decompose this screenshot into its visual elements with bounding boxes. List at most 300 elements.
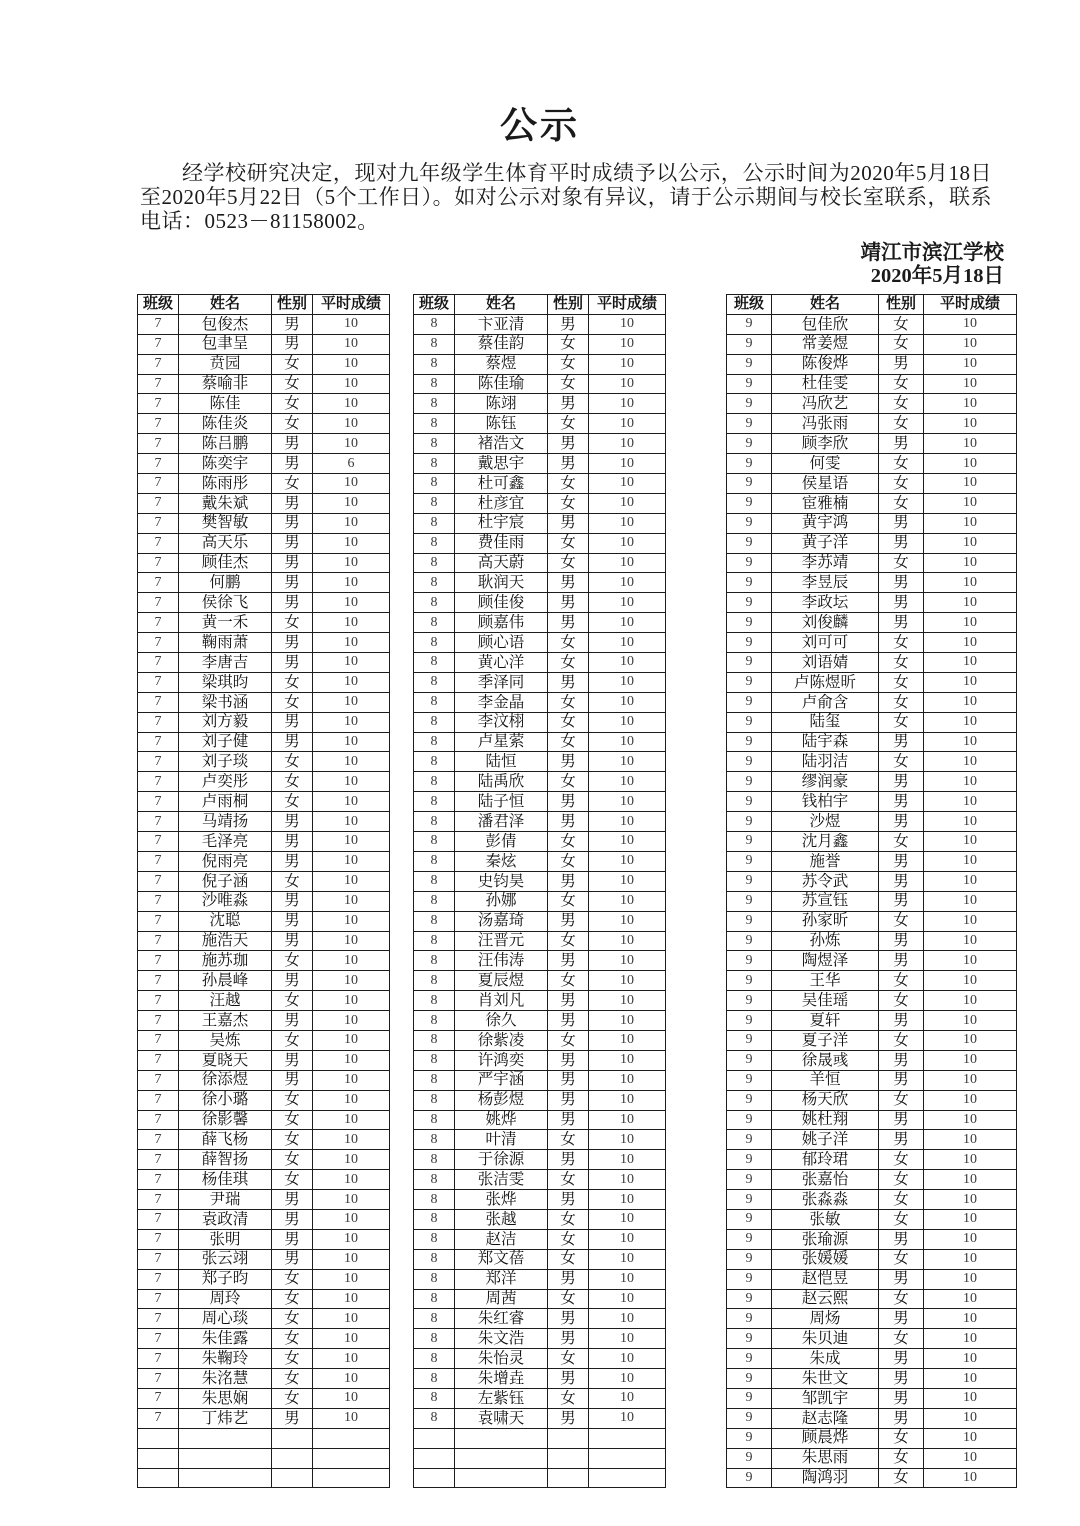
table-row — [138, 653, 390, 673]
table-row — [414, 593, 666, 613]
gender-cell: 女 — [272, 752, 313, 772]
gender-cell: 女 — [272, 1309, 313, 1329]
name-cell: 陈翊 — [455, 394, 548, 414]
name-cell: 张烨 — [455, 1190, 548, 1210]
table-row — [727, 374, 1017, 394]
class-cell: 9 — [727, 493, 772, 513]
class-cell: 7 — [138, 1050, 179, 1070]
gender-cell: 男 — [272, 891, 313, 911]
table-row — [138, 474, 390, 494]
gender-cell: 女 — [548, 732, 589, 752]
score-cell: 10 — [313, 533, 390, 553]
name-cell: 蔡喻非 — [179, 374, 272, 394]
class-cell: 8 — [414, 1388, 455, 1408]
name-cell: 钱柏宇 — [772, 792, 879, 812]
name-cell: 于徐源 — [455, 1150, 548, 1170]
table-row — [727, 1030, 1017, 1050]
score-cell: 10 — [313, 1369, 390, 1389]
score-cell: 10 — [924, 712, 1017, 732]
name-cell — [455, 1428, 548, 1448]
name-cell: 陈奕宇 — [179, 454, 272, 474]
score-cell: 10 — [924, 971, 1017, 991]
score-cell: 10 — [313, 1349, 390, 1369]
table-row — [414, 891, 666, 911]
class-cell: 8 — [414, 653, 455, 673]
class-cell: 7 — [138, 1249, 179, 1269]
class-cell: 9 — [727, 911, 772, 931]
class-cell: 8 — [414, 1329, 455, 1349]
class-cell: 9 — [727, 752, 772, 772]
class-cell: 9 — [727, 891, 772, 911]
score-tables-container — [137, 294, 1080, 1488]
score-cell: 10 — [924, 533, 1017, 553]
score-cell: 10 — [924, 354, 1017, 374]
class-cell: 8 — [414, 732, 455, 752]
class-cell: 9 — [727, 792, 772, 812]
score-cell: 10 — [924, 1249, 1017, 1269]
table-row — [138, 1130, 390, 1150]
table-row — [138, 1209, 390, 1229]
gender-cell: 男 — [548, 1070, 589, 1090]
class-cell: 7 — [138, 553, 179, 573]
table-row — [414, 1070, 666, 1090]
name-cell: 顾心语 — [455, 633, 548, 653]
score-cell: 10 — [924, 1309, 1017, 1329]
gender-cell: 男 — [548, 613, 589, 633]
table-row — [138, 891, 390, 911]
name-cell: 蔡佳韵 — [455, 334, 548, 354]
class-cell: 8 — [414, 334, 455, 354]
score-cell: 10 — [924, 414, 1017, 434]
score-cell: 10 — [589, 1070, 666, 1090]
table-row — [414, 1110, 666, 1130]
score-cell: 10 — [589, 1150, 666, 1170]
name-cell: 施浩天 — [179, 931, 272, 951]
gender-cell: 女 — [548, 553, 589, 573]
name-cell: 袁政清 — [179, 1209, 272, 1229]
table-row — [414, 772, 666, 792]
notice-date: 2020年5月18日 — [870, 264, 1004, 287]
table-row — [138, 692, 390, 712]
page-title: 公示 — [500, 106, 580, 147]
class-cell: 7 — [138, 1011, 179, 1031]
class-cell: 7 — [138, 931, 179, 951]
table-row — [414, 553, 666, 573]
gender-cell — [548, 1468, 589, 1488]
table-row — [138, 752, 390, 772]
table-row — [138, 1468, 390, 1488]
gender-cell: 女 — [272, 772, 313, 792]
class-cell: 7 — [138, 314, 179, 334]
table-header-row — [138, 295, 390, 315]
gender-cell: 男 — [272, 493, 313, 513]
score-cell: 10 — [924, 334, 1017, 354]
class-cell: 7 — [138, 633, 179, 653]
table-row — [727, 1428, 1017, 1448]
score-cell: 10 — [924, 1190, 1017, 1210]
gender-cell: 女 — [272, 1170, 313, 1190]
table-row — [138, 354, 390, 374]
gender-cell — [272, 1468, 313, 1488]
gender-cell: 男 — [548, 513, 589, 533]
gender-cell: 男 — [879, 891, 924, 911]
table-row — [138, 573, 390, 593]
table-row — [727, 454, 1017, 474]
gender-cell: 女 — [548, 1289, 589, 1309]
gender-cell: 男 — [272, 434, 313, 454]
score-cell: 10 — [313, 1130, 390, 1150]
table-row — [727, 1209, 1017, 1229]
gender-cell: 女 — [879, 414, 924, 434]
gender-cell: 女 — [272, 1388, 313, 1408]
gender-cell: 男 — [548, 573, 589, 593]
score-cell: 10 — [313, 752, 390, 772]
name-cell: 朱佳露 — [179, 1329, 272, 1349]
score-cell: 10 — [589, 832, 666, 852]
name-cell: 朱洺慧 — [179, 1369, 272, 1389]
name-cell: 朱世文 — [772, 1369, 879, 1389]
gender-cell — [548, 1448, 589, 1468]
class-cell: 9 — [727, 732, 772, 752]
name-cell: 陈雨彤 — [179, 474, 272, 494]
class-cell: 7 — [138, 971, 179, 991]
name-cell: 季泽同 — [455, 672, 548, 692]
class-cell: 7 — [138, 1110, 179, 1130]
class-cell: 9 — [727, 633, 772, 653]
name-cell: 顾晨烨 — [772, 1428, 879, 1448]
name-cell: 戴思宇 — [455, 454, 548, 474]
table-row — [414, 1229, 666, 1249]
name-cell: 李昱辰 — [772, 573, 879, 593]
table-row — [138, 334, 390, 354]
table-row — [414, 653, 666, 673]
table-row — [727, 792, 1017, 812]
name-cell: 刘可可 — [772, 633, 879, 653]
score-cell: 10 — [313, 1209, 390, 1229]
score-cell: 10 — [589, 1408, 666, 1428]
name-cell: 毛泽亮 — [179, 832, 272, 852]
name-cell: 赵恺昱 — [772, 1269, 879, 1289]
score-cell: 10 — [589, 692, 666, 712]
score-cell: 10 — [924, 1209, 1017, 1229]
class-cell: 9 — [727, 334, 772, 354]
table-row — [138, 1309, 390, 1329]
class-cell: 8 — [414, 314, 455, 334]
class-cell: 8 — [414, 712, 455, 732]
score-cell: 10 — [313, 891, 390, 911]
class-cell: 8 — [414, 871, 455, 891]
class-cell: 8 — [414, 1229, 455, 1249]
gender-cell: 男 — [879, 951, 924, 971]
gender-cell: 女 — [879, 1170, 924, 1190]
class-cell: 9 — [727, 1070, 772, 1090]
name-cell: 羊恒 — [772, 1070, 879, 1090]
score-cell: 10 — [924, 1289, 1017, 1309]
table-row — [138, 1170, 390, 1190]
name-cell: 朱思娴 — [179, 1388, 272, 1408]
gender-cell: 女 — [879, 1090, 924, 1110]
class-cell: 7 — [138, 613, 179, 633]
table-row — [414, 613, 666, 633]
table-row — [414, 832, 666, 852]
gender-cell: 男 — [879, 772, 924, 792]
score-cell: 10 — [589, 1090, 666, 1110]
score-cell: 10 — [313, 573, 390, 593]
table-row — [727, 1110, 1017, 1130]
gender-cell: 女 — [548, 1388, 589, 1408]
gender-cell: 男 — [548, 812, 589, 832]
score-cell: 10 — [313, 1110, 390, 1130]
class-cell: 7 — [138, 911, 179, 931]
score-cell: 10 — [924, 454, 1017, 474]
score-cell: 10 — [589, 1249, 666, 1269]
gender-cell: 女 — [879, 971, 924, 991]
table-row — [138, 1110, 390, 1130]
name-cell: 杜可鑫 — [455, 474, 548, 494]
class-cell: 8 — [414, 931, 455, 951]
name-cell: 孙家昕 — [772, 911, 879, 931]
class-cell: 9 — [727, 1388, 772, 1408]
name-cell: 蔡煜 — [455, 354, 548, 374]
name-cell: 鞠雨萧 — [179, 633, 272, 653]
class-cell: 7 — [138, 951, 179, 971]
class-cell: 9 — [727, 474, 772, 494]
table-row — [414, 434, 666, 454]
score-cell: 10 — [313, 1269, 390, 1289]
score-cell: 10 — [313, 1011, 390, 1031]
score-cell: 10 — [313, 911, 390, 931]
class-cell: 7 — [138, 434, 179, 454]
gender-cell: 女 — [879, 672, 924, 692]
class-cell: 7 — [138, 772, 179, 792]
header-cell: 姓名 — [455, 295, 548, 315]
class-cell: 7 — [138, 354, 179, 374]
gender-cell: 男 — [879, 354, 924, 374]
class-cell: 7 — [138, 871, 179, 891]
class-cell: 8 — [414, 1090, 455, 1110]
score-cell: 10 — [924, 1130, 1017, 1150]
name-cell: 宦雅楠 — [772, 493, 879, 513]
gender-cell: 男 — [272, 334, 313, 354]
class-cell: 7 — [138, 1388, 179, 1408]
gender-cell: 女 — [272, 414, 313, 434]
table-row — [138, 1011, 390, 1031]
table-row — [414, 474, 666, 494]
class-cell: 9 — [727, 871, 772, 891]
name-cell: 卢俞含 — [772, 692, 879, 712]
table-row — [414, 314, 666, 334]
class-cell: 8 — [414, 434, 455, 454]
table-row — [727, 772, 1017, 792]
table-row — [138, 792, 390, 812]
gender-cell: 女 — [879, 1030, 924, 1050]
name-cell: 徐晟彧 — [772, 1050, 879, 1070]
header-cell: 平时成绩 — [313, 295, 390, 315]
gender-cell: 男 — [879, 1050, 924, 1070]
score-cell: 10 — [589, 792, 666, 812]
gender-cell: 男 — [272, 653, 313, 673]
name-cell: 高天蔚 — [455, 553, 548, 573]
gender-cell: 女 — [879, 1448, 924, 1468]
class-cell: 8 — [414, 911, 455, 931]
gender-cell: 女 — [548, 1349, 589, 1369]
score-cell: 10 — [924, 1388, 1017, 1408]
gender-cell: 男 — [272, 593, 313, 613]
name-cell: 侯星语 — [772, 474, 879, 494]
name-cell: 赵云熙 — [772, 1289, 879, 1309]
name-cell: 陶煜泽 — [772, 951, 879, 971]
name-cell: 顾佳俊 — [455, 593, 548, 613]
score-cell: 10 — [313, 1408, 390, 1428]
table-row — [727, 633, 1017, 653]
name-cell: 刘俊麟 — [772, 613, 879, 633]
score-cell: 10 — [313, 931, 390, 951]
gender-cell: 男 — [548, 991, 589, 1011]
class-cell: 8 — [414, 1030, 455, 1050]
name-cell: 倪子涵 — [179, 871, 272, 891]
score-cell: 10 — [589, 553, 666, 573]
score-cell: 10 — [924, 991, 1017, 1011]
table-row — [138, 1428, 390, 1448]
name-cell: 顾佳杰 — [179, 553, 272, 573]
gender-cell: 男 — [879, 1349, 924, 1369]
name-cell: 朱思雨 — [772, 1448, 879, 1468]
score-cell: 10 — [313, 374, 390, 394]
name-cell: 孙晨峰 — [179, 971, 272, 991]
table-row — [414, 454, 666, 474]
table-row — [138, 1289, 390, 1309]
table-row — [138, 493, 390, 513]
class-cell: 9 — [727, 1090, 772, 1110]
table-row — [414, 334, 666, 354]
name-cell — [179, 1468, 272, 1488]
class-cell: 9 — [727, 533, 772, 553]
gender-cell: 女 — [548, 1170, 589, 1190]
name-cell: 张越 — [455, 1209, 548, 1229]
score-cell: 10 — [313, 653, 390, 673]
name-cell: 徐添煜 — [179, 1070, 272, 1090]
table-row — [414, 1249, 666, 1269]
gender-cell: 女 — [879, 752, 924, 772]
table-row — [138, 1150, 390, 1170]
gender-cell: 女 — [879, 493, 924, 513]
class-cell: 8 — [414, 553, 455, 573]
name-cell: 沈月鑫 — [772, 832, 879, 852]
score-cell: 10 — [589, 613, 666, 633]
score-cell: 10 — [589, 991, 666, 1011]
score-cell: 10 — [924, 513, 1017, 533]
name-cell: 丁炜艺 — [179, 1408, 272, 1428]
score-cell: 10 — [313, 832, 390, 852]
table-row — [414, 1369, 666, 1389]
score-cell: 10 — [313, 1050, 390, 1070]
name-cell: 陈佳炎 — [179, 414, 272, 434]
score-cell: 6 — [313, 454, 390, 474]
class-cell — [138, 1468, 179, 1488]
score-cell: 10 — [313, 772, 390, 792]
name-cell: 沙煜 — [772, 812, 879, 832]
table-row — [414, 414, 666, 434]
score-cell: 10 — [924, 613, 1017, 633]
score-cell: 10 — [924, 851, 1017, 871]
gender-cell: 女 — [272, 792, 313, 812]
class-cell: 7 — [138, 991, 179, 1011]
name-cell: 卢雨桐 — [179, 792, 272, 812]
class-cell: 8 — [414, 1289, 455, 1309]
name-cell: 徐影馨 — [179, 1110, 272, 1130]
gender-cell: 女 — [879, 692, 924, 712]
class-cell: 7 — [138, 414, 179, 434]
name-cell: 朱文浩 — [455, 1329, 548, 1349]
gender-cell: 女 — [548, 633, 589, 653]
gender-cell: 男 — [879, 434, 924, 454]
gender-cell: 女 — [548, 493, 589, 513]
class-cell: 8 — [414, 1110, 455, 1130]
name-cell: 张媛媛 — [772, 1249, 879, 1269]
gender-cell: 男 — [272, 533, 313, 553]
gender-cell: 男 — [272, 1190, 313, 1210]
class-cell: 9 — [727, 1050, 772, 1070]
name-cell: 夏辰煜 — [455, 971, 548, 991]
header-cell: 姓名 — [772, 295, 879, 315]
score-cell: 10 — [313, 414, 390, 434]
class-cell: 7 — [138, 573, 179, 593]
table-row — [727, 692, 1017, 712]
class-cell: 8 — [414, 374, 455, 394]
table-row — [414, 812, 666, 832]
name-cell: 汪晋元 — [455, 931, 548, 951]
gender-cell: 男 — [272, 1050, 313, 1070]
table-row — [414, 931, 666, 951]
score-cell: 10 — [589, 1349, 666, 1369]
gender-cell: 女 — [272, 1110, 313, 1130]
class-cell: 8 — [414, 1190, 455, 1210]
gender-cell: 男 — [879, 1070, 924, 1090]
gender-cell: 女 — [548, 1130, 589, 1150]
score-cell: 10 — [924, 832, 1017, 852]
table-row — [138, 613, 390, 633]
gender-cell: 男 — [272, 573, 313, 593]
score-cell: 10 — [924, 951, 1017, 971]
name-cell: 张明 — [179, 1229, 272, 1249]
table-header-row — [727, 295, 1017, 315]
table-row — [727, 1349, 1017, 1369]
gender-cell: 女 — [548, 832, 589, 852]
gender-cell: 男 — [272, 832, 313, 852]
gender-cell: 女 — [272, 672, 313, 692]
score-cell: 10 — [589, 871, 666, 891]
gender-cell: 女 — [272, 354, 313, 374]
score-cell: 10 — [589, 513, 666, 533]
class-cell: 8 — [414, 613, 455, 633]
name-cell: 陈佳 — [179, 394, 272, 414]
name-cell: 李唐吉 — [179, 653, 272, 673]
table-row — [138, 374, 390, 394]
class-cell: 8 — [414, 593, 455, 613]
table-row — [414, 1130, 666, 1150]
score-cell: 10 — [313, 613, 390, 633]
score-cell: 10 — [924, 474, 1017, 494]
score-cell: 10 — [313, 1030, 390, 1050]
gender-cell: 男 — [548, 951, 589, 971]
gender-cell: 男 — [879, 1388, 924, 1408]
name-cell: 李汶栩 — [455, 712, 548, 732]
header-cell: 班级 — [414, 295, 455, 315]
class-cell: 7 — [138, 1309, 179, 1329]
table-row — [138, 951, 390, 971]
class-cell: 9 — [727, 672, 772, 692]
gender-cell: 男 — [272, 931, 313, 951]
